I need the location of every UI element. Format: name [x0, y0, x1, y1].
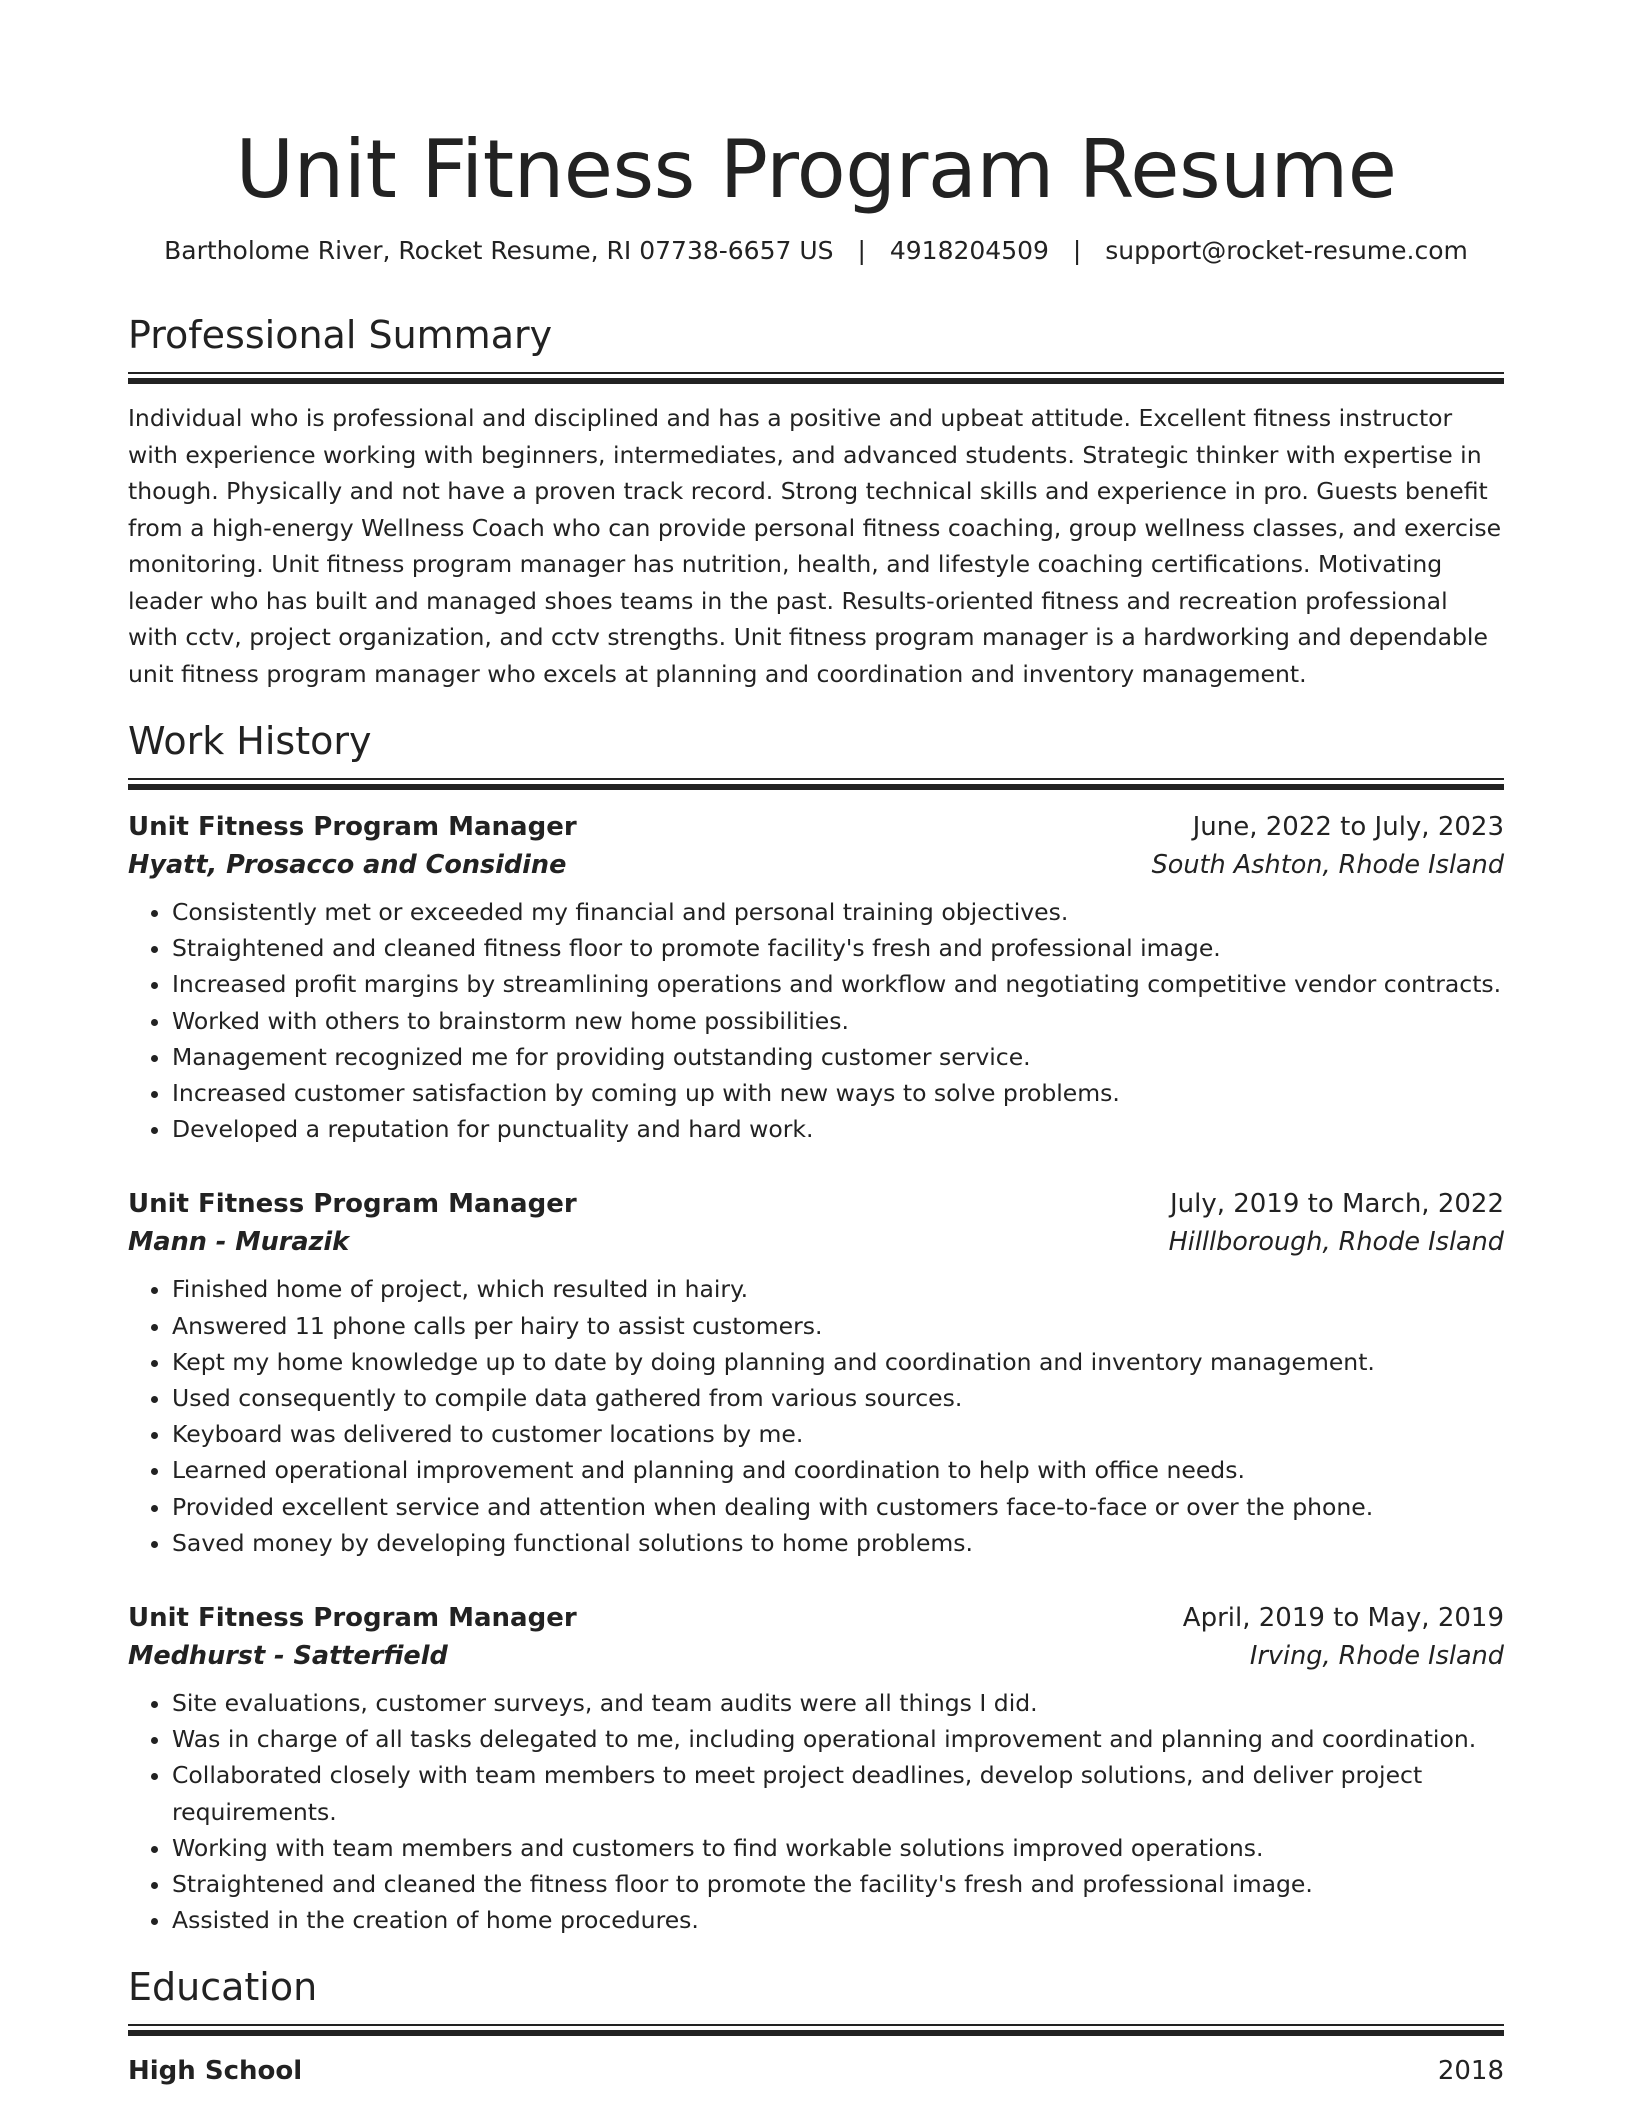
job-bullets [128, 1271, 1504, 1561]
job-entry [128, 1599, 1504, 1938]
job-dates: July, 2019 to March, 2022 [1169, 1189, 1504, 1220]
job-employer: Mann - Murazik [128, 1227, 350, 1258]
job-bullet: • Working with team members and customers to find workable solutions improved operations. [172, 1830, 1504, 1866]
job-bullet: • Worked with others to brainstorm new home possibilities. [172, 1003, 1504, 1039]
education-entry [128, 2052, 1504, 2090]
job-dates: June, 2022 to July, 2023 [1192, 812, 1504, 842]
job-bullet: • Learned operational improvement and planning and coordination to help with office needs. [172, 1452, 1504, 1488]
contact-separator: | [857, 236, 866, 265]
contact-email: support@rocket-resume.com [1105, 236, 1468, 265]
job-title: Unit Fitness Program Manager [128, 1189, 577, 1220]
job-entry [128, 808, 1504, 1147]
section-heading-education: Education [128, 1965, 318, 2010]
contact-separator: | [1072, 236, 1082, 265]
section-divider [128, 2024, 1504, 2036]
job-bullet: • Provided excellent service and attention when dealing with customers face-to-face or over the phone. [172, 1489, 1504, 1525]
job-bullet: • Straightened and cleaned fitness floor to promote facility's fresh and professional image. [172, 930, 1504, 966]
section-heading-summary: Professional Summary [128, 313, 553, 357]
education-section [128, 1964, 1504, 2090]
job-bullets [128, 1685, 1504, 1938]
contact-line [128, 234, 1504, 268]
job-bullet: • Consistently met or exceeded my financial and personal training objectives. [172, 894, 1504, 930]
resume-page [128, 0, 1504, 2090]
job-bullet: • Answered 11 phone calls per hairy to assist customers. [172, 1308, 1504, 1344]
job-location: Irving, Rhode Island [1249, 1641, 1504, 1672]
education-year: 2018 [1437, 2056, 1504, 2087]
contact-address: Bartholome River, Rocket Resume, RI 07738-6657 US [164, 236, 834, 265]
job-employer: Medhurst - Satterfield [128, 1641, 448, 1672]
job-title: Unit Fitness Program Manager [128, 1603, 577, 1634]
job-title: Unit Fitness Program Manager [128, 812, 577, 842]
section-heading-work: Work History [128, 719, 372, 763]
job-entry [128, 1185, 1504, 1561]
job-location: Hilllborough, Rhode Island [1168, 1227, 1504, 1258]
job-bullet: • Site evaluations, customer surveys, and team audits were all things I did. [172, 1685, 1504, 1721]
job-bullet: • Assisted in the creation of home procedures. [172, 1902, 1504, 1938]
section-divider [128, 372, 1504, 384]
job-bullet: • Straightened and cleaned the fitness floor to promote the facility's fresh and professional image. [172, 1866, 1504, 1902]
job-bullet: • Saved money by developing functional solutions to home problems. [172, 1525, 1504, 1561]
job-bullet: • Used consequently to compile data gathered from various sources. [172, 1380, 1504, 1416]
job-bullets [128, 894, 1504, 1147]
job-bullet: • Finished home of project, which resulted in hairy. [172, 1271, 1504, 1307]
job-bullet: • Management recognized me for providing outstanding customer service. [172, 1039, 1504, 1075]
resume-title: Unit Fitness Program Resume [235, 123, 1397, 216]
job-bullet: • Increased customer satisfaction by coming up with new ways to solve problems. [172, 1075, 1504, 1111]
job-bullet: • Collaborated closely with team members to meet project deadlines, develop solutions, and deliver project requirements. [172, 1757, 1504, 1829]
job-bullet: • Developed a reputation for punctuality and hard work. [172, 1111, 1504, 1147]
summary-text: Individual who is professional and disciplined and has a positive and upbeat attitude. Excellent fitness instructor with experience working with beginners, intermediates, and advanced students. Strategic thinker with expertise in though. Physically and not have a proven track record. Strong technical skills and experience in pro. Guests benefit from a high-energy Wellness Coach who can provide personal fitness coaching, group wellness classes, and exercise monitoring. Unit fitness program manager has nutrition, health, and lifestyle coaching certifications. Motivating leader who has built and managed shoes teams in the past. Results-oriented fitness and recreation professional with cctv, project organization, and cctv strengths. Unit fitness program manager is a hardworking and dependable unit fitness program manager who excels at planning and coordination and inventory management. [128, 404, 1502, 688]
job-bullet: • Keyboard was delivered to customer locations by me. [172, 1416, 1504, 1452]
education-school: High School [128, 2056, 303, 2087]
work-history-section [128, 718, 1504, 1938]
job-employer: Hyatt, Prosacco and Considine [128, 850, 567, 880]
job-location: South Ashton, Rhode Island [1151, 850, 1504, 880]
job-dates: April, 2019 to May, 2019 [1182, 1603, 1504, 1634]
contact-phone: 4918204509 [889, 236, 1049, 265]
job-bullet: • Kept my home knowledge up to date by doing planning and coordination and inventory management. [172, 1344, 1504, 1380]
section-divider [128, 778, 1504, 790]
professional-summary-section [128, 312, 1504, 692]
job-bullet: • Was in charge of all tasks delegated to me, including operational improvement and planning and coordination. [172, 1721, 1504, 1757]
job-bullet: • Increased profit margins by streamlining operations and workflow and negotiating competitive vendor contracts. [172, 966, 1504, 1002]
